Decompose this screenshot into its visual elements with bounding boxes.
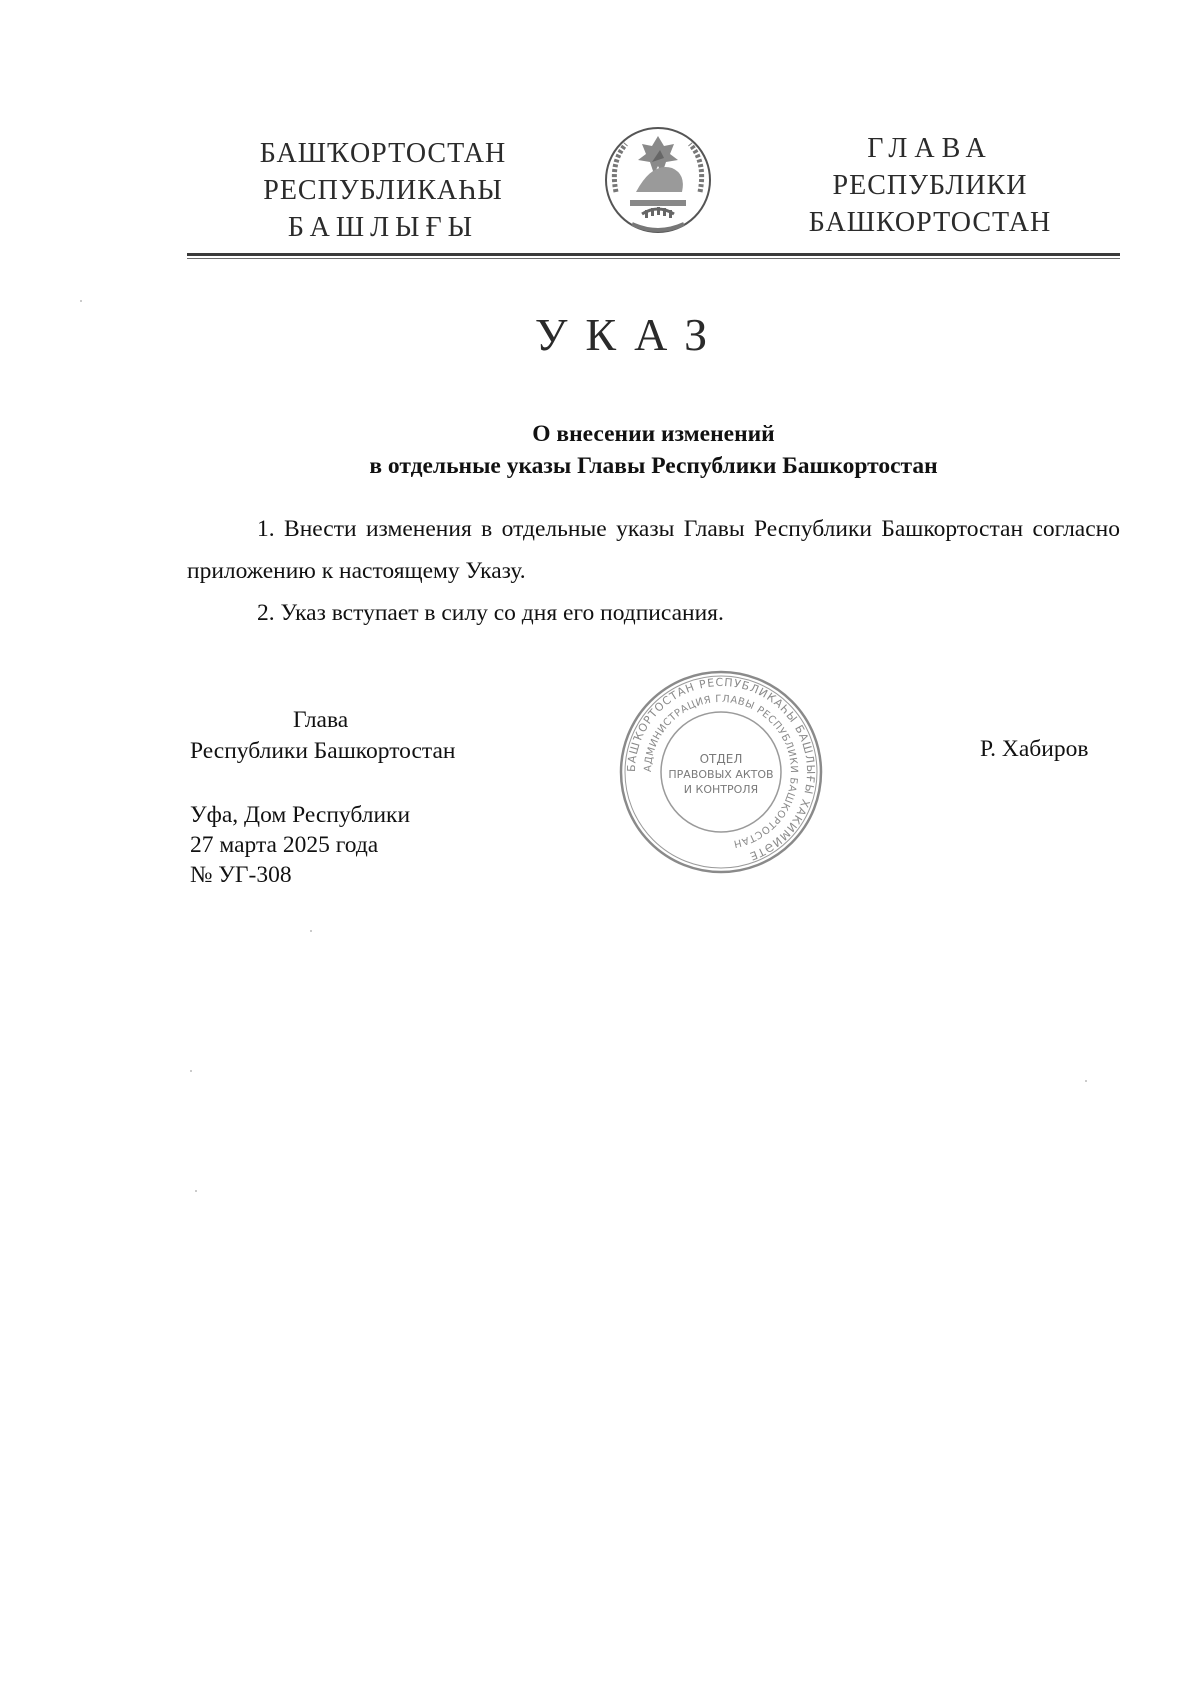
- signatory-title-line-2: Республики Башкортостан: [190, 738, 456, 764]
- subject-line-2: в отдельные указы Главы Республики Башкортостан: [369, 453, 938, 479]
- header-right-line-3: БАШКОРТОСТАН: [808, 207, 1052, 238]
- issue-date: 27 марта 2025 года: [190, 832, 379, 858]
- signatory-name: Р. Хабиров: [980, 736, 1089, 762]
- official-stamp: [617, 668, 825, 876]
- scan-speck: [190, 1070, 192, 1072]
- stamp-outer-text: БАШҠОРТОСТАН РЕСПУБЛИКАҺЫ БАШЛЫҒЫ ХАКИМИӘТЕ: [624, 675, 818, 863]
- header-left-line-1: БАШҠОРТОСТАН: [259, 138, 507, 169]
- header-left-line-2: РЕСПУБЛИКАҺЫ: [263, 175, 503, 206]
- stamp-center-line-2: ПРАВОВЫХ АКТОВ: [668, 768, 774, 781]
- document-subject: [187, 418, 1120, 482]
- header-divider-thin: [187, 258, 1120, 259]
- coat-of-arms-icon: [602, 122, 714, 240]
- header-divider-thick: [187, 253, 1120, 256]
- header-right-line-1: ГЛАВА: [867, 133, 993, 164]
- header-right-title: [790, 130, 1070, 241]
- paragraph-2: 2. Указ вступает в силу со дня его подписания.: [257, 600, 724, 626]
- header-left-line-3: БАШЛЫҒЫ: [287, 212, 479, 243]
- document-type: УКАЗ: [534, 309, 726, 360]
- issue-place: Уфа, Дом Республики: [190, 802, 411, 828]
- subject-line-1: О внесении изменений: [532, 421, 775, 447]
- paragraph-1: 1. Внести изменения в отдельные указы Главы Республики Башкортостан согласно приложению к настоящему Указу.: [187, 516, 1120, 584]
- signatory-title-line-1: Глава: [293, 707, 349, 733]
- stamp-inner-text: АДМИНИСТРАЦИЯ ГЛАВЫ РЕСПУБЛИКИ БАШКОРТОСТАН: [642, 693, 800, 849]
- scan-speck: [1085, 1080, 1087, 1082]
- document-number: № УГ-308: [190, 862, 292, 888]
- scan-speck: [310, 930, 312, 932]
- scan-speck: [80, 300, 82, 302]
- scan-speck: [195, 1190, 197, 1192]
- stamp-center-line-1: ОТДЕЛ: [699, 752, 743, 766]
- stamp-center-line-3: И КОНТРОЛЯ: [683, 783, 759, 796]
- header-right-line-2: РЕСПУБЛИКИ: [832, 170, 1028, 201]
- signatory-title: [190, 705, 456, 767]
- issue-details: [190, 800, 410, 890]
- header-left-title: [238, 135, 528, 246]
